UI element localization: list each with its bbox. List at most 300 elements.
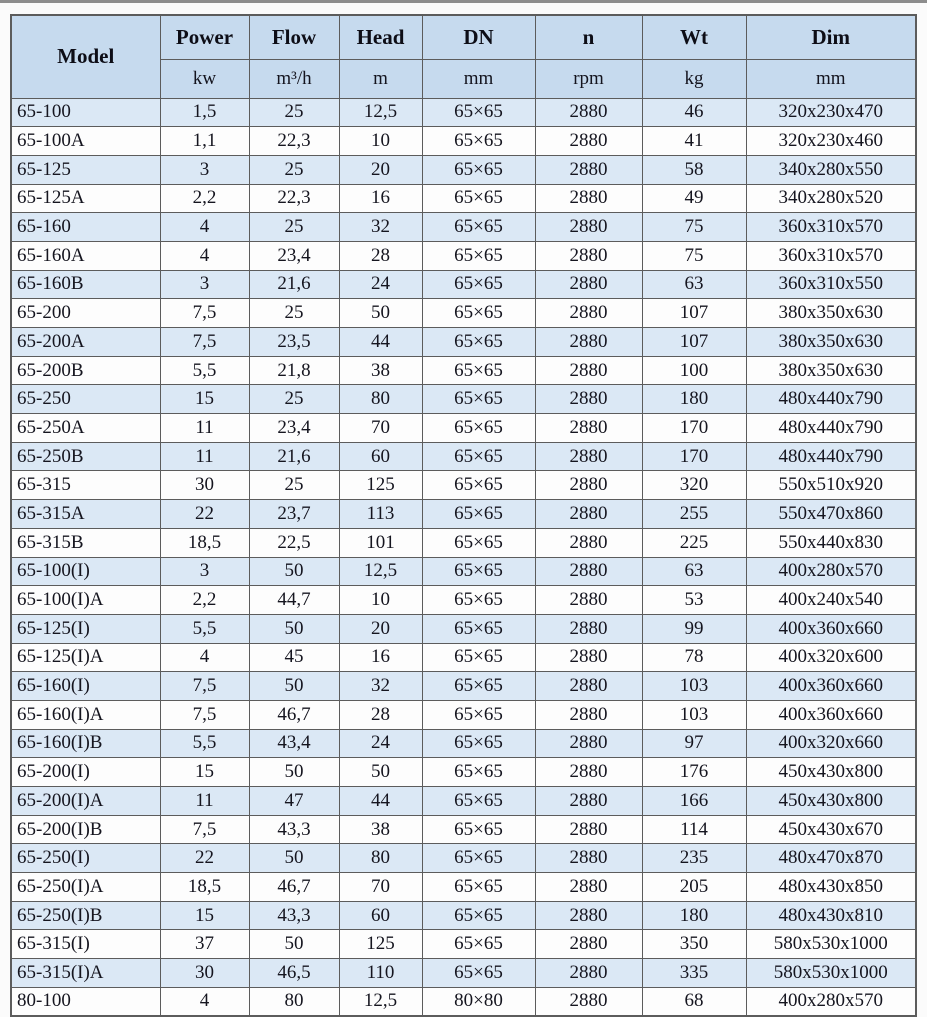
cell-dn: 65×65 [422,873,535,902]
table-row [11,586,916,615]
cell-model: 65-250B [11,442,160,471]
cell-power: 4 [160,213,249,242]
cell-wt: 68 [642,987,746,1016]
cell-wt: 205 [642,873,746,902]
table-row [11,213,916,242]
table-row [11,614,916,643]
cell-flow: 21,6 [249,442,339,471]
table-header [11,15,916,98]
cell-dim: 400x320x600 [746,643,916,672]
cell-wt: 100 [642,356,746,385]
cell-dn: 65×65 [422,528,535,557]
cell-dn: 65×65 [422,385,535,414]
cell-head: 10 [339,127,422,156]
table-row [11,270,916,299]
table-row [11,442,916,471]
cell-dim: 360x310x550 [746,270,916,299]
cell-head: 32 [339,672,422,701]
cell-n: 2880 [535,500,642,529]
table-row [11,758,916,787]
cell-power: 15 [160,758,249,787]
cell-model: 65-160(I)A [11,700,160,729]
cell-wt: 46 [642,98,746,127]
cell-n: 2880 [535,442,642,471]
cell-wt: 78 [642,643,746,672]
cell-dn: 65×65 [422,356,535,385]
cell-model: 65-100A [11,127,160,156]
cell-dim: 380x350x630 [746,299,916,328]
cell-flow: 80 [249,987,339,1016]
cell-dn: 65×65 [422,901,535,930]
cell-power: 18,5 [160,528,249,557]
cell-flow: 23,4 [249,241,339,270]
cell-dn: 65×65 [422,155,535,184]
cell-dn: 65×65 [422,270,535,299]
cell-wt: 107 [642,299,746,328]
cell-model: 65-250(I) [11,844,160,873]
cell-power: 5,5 [160,356,249,385]
cell-head: 12,5 [339,98,422,127]
cell-model: 65-160 [11,213,160,242]
table-row [11,901,916,930]
col-header-n: n [535,15,642,59]
col-unit-head: m [339,59,422,98]
cell-n: 2880 [535,241,642,270]
cell-head: 70 [339,873,422,902]
cell-dn: 65×65 [422,127,535,156]
cell-n: 2880 [535,270,642,299]
cell-power: 5,5 [160,614,249,643]
cell-n: 2880 [535,987,642,1016]
table-row [11,127,916,156]
cell-flow: 23,7 [249,500,339,529]
cell-wt: 103 [642,700,746,729]
cell-model: 65-315 [11,471,160,500]
cell-n: 2880 [535,959,642,988]
cell-dn: 65×65 [422,414,535,443]
cell-model: 65-125 [11,155,160,184]
cell-wt: 63 [642,270,746,299]
cell-dn: 65×65 [422,184,535,213]
cell-dn: 65×65 [422,241,535,270]
cell-head: 80 [339,844,422,873]
cell-power: 30 [160,959,249,988]
cell-dim: 480x440x790 [746,385,916,414]
cell-flow: 43,3 [249,815,339,844]
cell-model: 65-250(I)A [11,873,160,902]
cell-power: 11 [160,442,249,471]
table-row [11,643,916,672]
cell-head: 44 [339,787,422,816]
table-row [11,557,916,586]
cell-power: 22 [160,844,249,873]
cell-flow: 25 [249,98,339,127]
cell-dn: 65×65 [422,299,535,328]
cell-flow: 21,6 [249,270,339,299]
cell-power: 7,5 [160,299,249,328]
screenshot-top-edge-line [0,0,927,3]
cell-head: 50 [339,299,422,328]
cell-n: 2880 [535,184,642,213]
cell-wt: 107 [642,328,746,357]
cell-wt: 170 [642,414,746,443]
cell-flow: 46,5 [249,959,339,988]
cell-model: 65-100 [11,98,160,127]
cell-head: 12,5 [339,557,422,586]
cell-n: 2880 [535,643,642,672]
cell-head: 110 [339,959,422,988]
cell-wt: 63 [642,557,746,586]
cell-power: 4 [160,987,249,1016]
cell-dim: 360x310x570 [746,213,916,242]
cell-power: 3 [160,557,249,586]
cell-dn: 65×65 [422,586,535,615]
cell-model: 65-160(I)B [11,729,160,758]
cell-model: 65-315A [11,500,160,529]
table-body [11,98,916,1016]
cell-n: 2880 [535,127,642,156]
cell-head: 60 [339,901,422,930]
cell-head: 28 [339,700,422,729]
table-row [11,98,916,127]
cell-flow: 25 [249,385,339,414]
cell-head: 44 [339,328,422,357]
cell-dn: 65×65 [422,557,535,586]
cell-flow: 25 [249,155,339,184]
cell-flow: 25 [249,213,339,242]
cell-flow: 23,5 [249,328,339,357]
cell-dn: 65×65 [422,98,535,127]
cell-dim: 380x350x630 [746,328,916,357]
cell-n: 2880 [535,557,642,586]
col-unit-dn: mm [422,59,535,98]
cell-power: 4 [160,643,249,672]
cell-flow: 47 [249,787,339,816]
cell-power: 3 [160,270,249,299]
cell-model: 65-200(I) [11,758,160,787]
cell-head: 12,5 [339,987,422,1016]
cell-power: 7,5 [160,700,249,729]
cell-dim: 480x440x790 [746,442,916,471]
cell-dim: 340x280x550 [746,155,916,184]
cell-wt: 180 [642,385,746,414]
table-row [11,184,916,213]
cell-dim: 400x360x660 [746,672,916,701]
col-unit-flow: m³/h [249,59,339,98]
cell-n: 2880 [535,614,642,643]
col-unit-dim: mm [746,59,916,98]
cell-n: 2880 [535,758,642,787]
col-unit-power: kw [160,59,249,98]
cell-flow: 50 [249,557,339,586]
cell-dim: 480x430x810 [746,901,916,930]
cell-n: 2880 [535,356,642,385]
cell-power: 7,5 [160,672,249,701]
cell-head: 38 [339,815,422,844]
cell-head: 113 [339,500,422,529]
cell-power: 5,5 [160,729,249,758]
cell-n: 2880 [535,98,642,127]
cell-dn: 65×65 [422,787,535,816]
cell-power: 30 [160,471,249,500]
col-header-flow: Flow [249,15,339,59]
col-header-wt: Wt [642,15,746,59]
cell-dim: 550x440x830 [746,528,916,557]
table-row [11,241,916,270]
cell-dim: 400x360x660 [746,614,916,643]
cell-dim: 380x350x630 [746,356,916,385]
table-row [11,328,916,357]
cell-n: 2880 [535,586,642,615]
cell-head: 60 [339,442,422,471]
cell-n: 2880 [535,528,642,557]
table-row [11,787,916,816]
cell-n: 2880 [535,930,642,959]
cell-flow: 50 [249,930,339,959]
cell-head: 70 [339,414,422,443]
cell-wt: 58 [642,155,746,184]
cell-head: 24 [339,729,422,758]
cell-n: 2880 [535,155,642,184]
cell-power: 22 [160,500,249,529]
cell-dn: 65×65 [422,959,535,988]
cell-model: 65-125(I) [11,614,160,643]
cell-wt: 103 [642,672,746,701]
cell-head: 125 [339,930,422,959]
cell-dn: 65×65 [422,758,535,787]
cell-wt: 114 [642,815,746,844]
cell-wt: 97 [642,729,746,758]
cell-wt: 176 [642,758,746,787]
cell-n: 2880 [535,815,642,844]
cell-model: 65-160(I) [11,672,160,701]
cell-wt: 180 [642,901,746,930]
cell-n: 2880 [535,213,642,242]
cell-flow: 21,8 [249,356,339,385]
cell-wt: 99 [642,614,746,643]
table-row [11,987,916,1016]
cell-flow: 25 [249,299,339,328]
cell-head: 20 [339,155,422,184]
cell-flow: 44,7 [249,586,339,615]
pump-spec-table [10,14,917,1017]
cell-flow: 50 [249,672,339,701]
cell-dn: 65×65 [422,328,535,357]
cell-head: 10 [339,586,422,615]
table-row [11,930,916,959]
cell-power: 18,5 [160,873,249,902]
cell-dn: 65×65 [422,930,535,959]
table-row [11,356,916,385]
col-header-dim: Dim [746,15,916,59]
table-row [11,155,916,184]
col-header-dn: DN [422,15,535,59]
cell-n: 2880 [535,787,642,816]
cell-dim: 480x470x870 [746,844,916,873]
cell-model: 65-160A [11,241,160,270]
cell-head: 24 [339,270,422,299]
cell-model: 65-160B [11,270,160,299]
cell-head: 28 [339,241,422,270]
table-row [11,471,916,500]
cell-head: 32 [339,213,422,242]
cell-dim: 450x430x800 [746,787,916,816]
cell-n: 2880 [535,700,642,729]
cell-n: 2880 [535,471,642,500]
cell-wt: 53 [642,586,746,615]
cell-flow: 46,7 [249,700,339,729]
cell-wt: 235 [642,844,746,873]
cell-n: 2880 [535,385,642,414]
cell-model: 65-200(I)B [11,815,160,844]
cell-model: 65-200(I)A [11,787,160,816]
table-row [11,500,916,529]
cell-flow: 43,3 [249,901,339,930]
cell-wt: 75 [642,213,746,242]
cell-n: 2880 [535,414,642,443]
cell-dn: 65×65 [422,700,535,729]
cell-wt: 166 [642,787,746,816]
col-header-power: Power [160,15,249,59]
cell-dim: 450x430x670 [746,815,916,844]
cell-dim: 400x360x660 [746,700,916,729]
table-row [11,815,916,844]
cell-flow: 45 [249,643,339,672]
table-row [11,385,916,414]
cell-n: 2880 [535,672,642,701]
cell-dim: 550x470x860 [746,500,916,529]
cell-model: 65-250(I)B [11,901,160,930]
cell-dn: 65×65 [422,500,535,529]
cell-power: 7,5 [160,815,249,844]
cell-model: 65-315(I) [11,930,160,959]
cell-n: 2880 [535,328,642,357]
cell-dn: 65×65 [422,672,535,701]
table-row [11,700,916,729]
cell-dim: 480x440x790 [746,414,916,443]
header-row-labels [11,15,916,59]
cell-model: 65-200B [11,356,160,385]
cell-dn: 65×65 [422,643,535,672]
cell-flow: 25 [249,471,339,500]
cell-model: 80-100 [11,987,160,1016]
cell-dim: 320x230x460 [746,127,916,156]
cell-wt: 350 [642,930,746,959]
cell-n: 2880 [535,299,642,328]
cell-dn: 65×65 [422,442,535,471]
cell-wt: 170 [642,442,746,471]
cell-model: 65-100(I) [11,557,160,586]
cell-dim: 450x430x800 [746,758,916,787]
cell-wt: 49 [642,184,746,213]
cell-power: 15 [160,901,249,930]
cell-model: 65-315B [11,528,160,557]
cell-head: 16 [339,184,422,213]
cell-dim: 320x230x470 [746,98,916,127]
cell-dn: 65×65 [422,614,535,643]
table-row [11,299,916,328]
cell-wt: 75 [642,241,746,270]
cell-wt: 225 [642,528,746,557]
cell-dim: 400x320x660 [746,729,916,758]
cell-power: 3 [160,155,249,184]
cell-head: 16 [339,643,422,672]
cell-dn: 80×80 [422,987,535,1016]
cell-model: 65-315(I)A [11,959,160,988]
cell-power: 15 [160,385,249,414]
cell-dn: 65×65 [422,815,535,844]
cell-model: 65-200 [11,299,160,328]
cell-n: 2880 [535,729,642,758]
cell-flow: 50 [249,758,339,787]
cell-n: 2880 [535,873,642,902]
cell-power: 4 [160,241,249,270]
cell-flow: 50 [249,614,339,643]
table-row [11,873,916,902]
cell-power: 1,1 [160,127,249,156]
cell-power: 7,5 [160,328,249,357]
table-row [11,959,916,988]
cell-flow: 22,5 [249,528,339,557]
cell-head: 20 [339,614,422,643]
cell-power: 11 [160,787,249,816]
cell-power: 2,2 [160,184,249,213]
col-unit-wt: kg [642,59,746,98]
cell-dn: 65×65 [422,844,535,873]
cell-dn: 65×65 [422,729,535,758]
cell-flow: 43,4 [249,729,339,758]
cell-model: 65-125(I)A [11,643,160,672]
cell-power: 2,2 [160,586,249,615]
cell-flow: 23,4 [249,414,339,443]
cell-dim: 550x510x920 [746,471,916,500]
table-row [11,729,916,758]
table-row [11,414,916,443]
col-header-model: Model [11,15,160,98]
cell-dim: 480x430x850 [746,873,916,902]
cell-wt: 320 [642,471,746,500]
cell-flow: 50 [249,844,339,873]
cell-model: 65-200A [11,328,160,357]
cell-dn: 65×65 [422,471,535,500]
cell-flow: 22,3 [249,127,339,156]
cell-flow: 46,7 [249,873,339,902]
cell-head: 50 [339,758,422,787]
cell-wt: 255 [642,500,746,529]
col-unit-n: rpm [535,59,642,98]
cell-model: 65-100(I)A [11,586,160,615]
cell-dim: 580x530x1000 [746,930,916,959]
cell-dim: 400x280x570 [746,987,916,1016]
cell-model: 65-250A [11,414,160,443]
cell-head: 101 [339,528,422,557]
table-row [11,528,916,557]
cell-dn: 65×65 [422,213,535,242]
cell-model: 65-250 [11,385,160,414]
table-row [11,844,916,873]
cell-dim: 400x240x540 [746,586,916,615]
cell-wt: 41 [642,127,746,156]
cell-power: 11 [160,414,249,443]
cell-dim: 340x280x520 [746,184,916,213]
cell-dim: 400x280x570 [746,557,916,586]
cell-n: 2880 [535,901,642,930]
cell-flow: 22,3 [249,184,339,213]
cell-n: 2880 [535,844,642,873]
cell-power: 1,5 [160,98,249,127]
cell-dim: 360x310x570 [746,241,916,270]
table-row [11,672,916,701]
